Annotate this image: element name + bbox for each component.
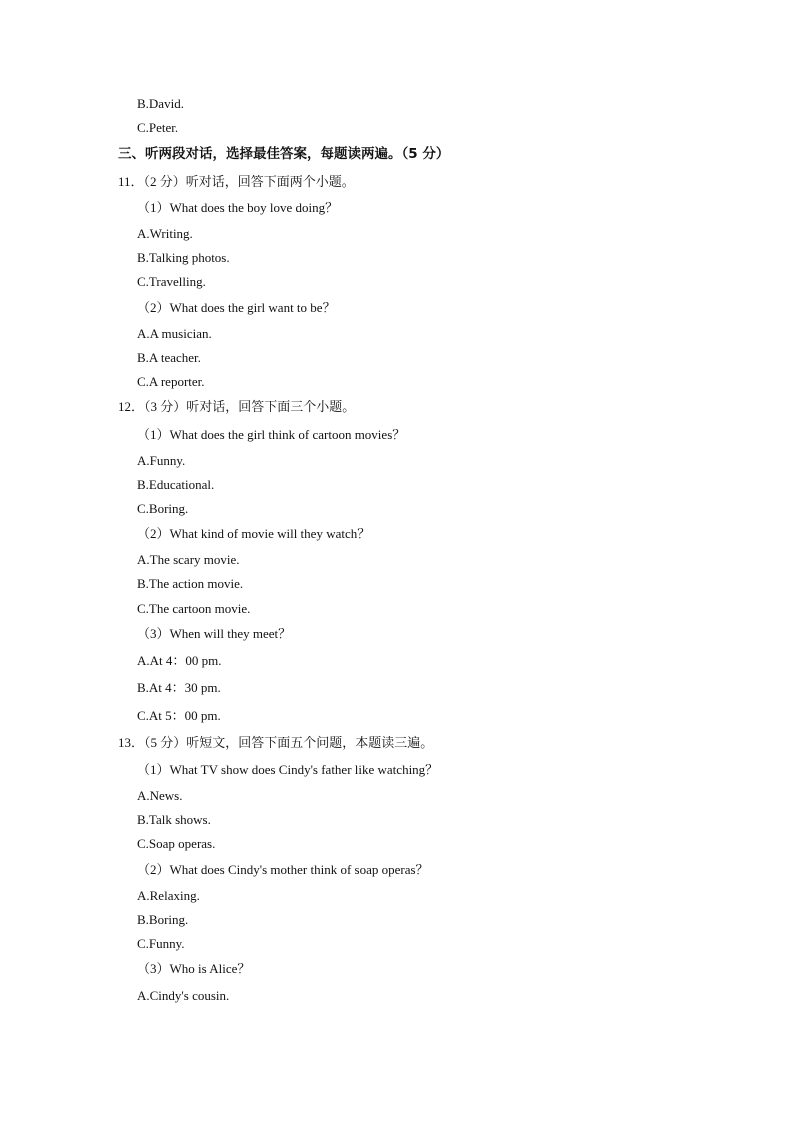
- question-12-1: （1）What does the girl think of cartoon movies？: [137, 427, 406, 442]
- question-13-3: （3）Who is Alice？: [137, 961, 251, 976]
- option: A.At 4：00 pm.: [137, 653, 222, 668]
- option: A.A musician.: [137, 326, 212, 341]
- question-13-1: （1）What TV show does Cindy's father like watching？: [137, 762, 439, 777]
- option: B.At 4：30 pm.: [137, 680, 221, 695]
- option: A.News.: [137, 788, 183, 803]
- option: A.Cindy's cousin.: [137, 988, 230, 1003]
- option-c-peter: C.Peter.: [137, 120, 179, 135]
- option: C.Funny.: [137, 936, 185, 951]
- option: B.Boring.: [137, 912, 189, 927]
- question-11: 11．（2 分）听对话，回答下面两个小题。: [118, 174, 355, 189]
- question-13: 13．（5 分）听短文，回答下面五个问题，本题读三遍。: [118, 735, 434, 750]
- question-11-1: （1）What does the boy love doing？: [137, 200, 339, 215]
- option: A.Funny.: [137, 453, 186, 468]
- option: C.The cartoon movie.: [137, 601, 251, 616]
- option: C.A reporter.: [137, 374, 205, 389]
- option: A.The scary movie.: [137, 552, 240, 567]
- option: A.Writing.: [137, 226, 193, 241]
- option: B.Educational.: [137, 477, 215, 492]
- option-b-david: B.David.: [137, 96, 184, 111]
- option: B.Talk shows.: [137, 812, 211, 827]
- option: C.At 5：00 pm.: [137, 708, 221, 723]
- section-three-heading: 三、听两段对话，选择最佳答案，每题读两遍。（5 分）: [118, 146, 450, 162]
- question-12-3: （3）When will they meet？: [137, 626, 292, 641]
- question-11-2: （2）What does the girl want to be？: [137, 300, 336, 315]
- option: C.Soap operas.: [137, 836, 216, 851]
- option: C.Boring.: [137, 501, 189, 516]
- option: B.A teacher.: [137, 350, 201, 365]
- question-13-2: （2）What does Cindy's mother think of soap operas？: [137, 862, 429, 877]
- question-12-2: （2）What kind of movie will they watch？: [137, 526, 371, 541]
- option: B.The action movie.: [137, 576, 244, 591]
- question-12: 12．（3 分）听对话，回答下面三个小题。: [118, 399, 356, 414]
- option: B.Talking photos.: [137, 250, 230, 265]
- option: A.Relaxing.: [137, 888, 200, 903]
- option: C.Travelling.: [137, 274, 206, 289]
